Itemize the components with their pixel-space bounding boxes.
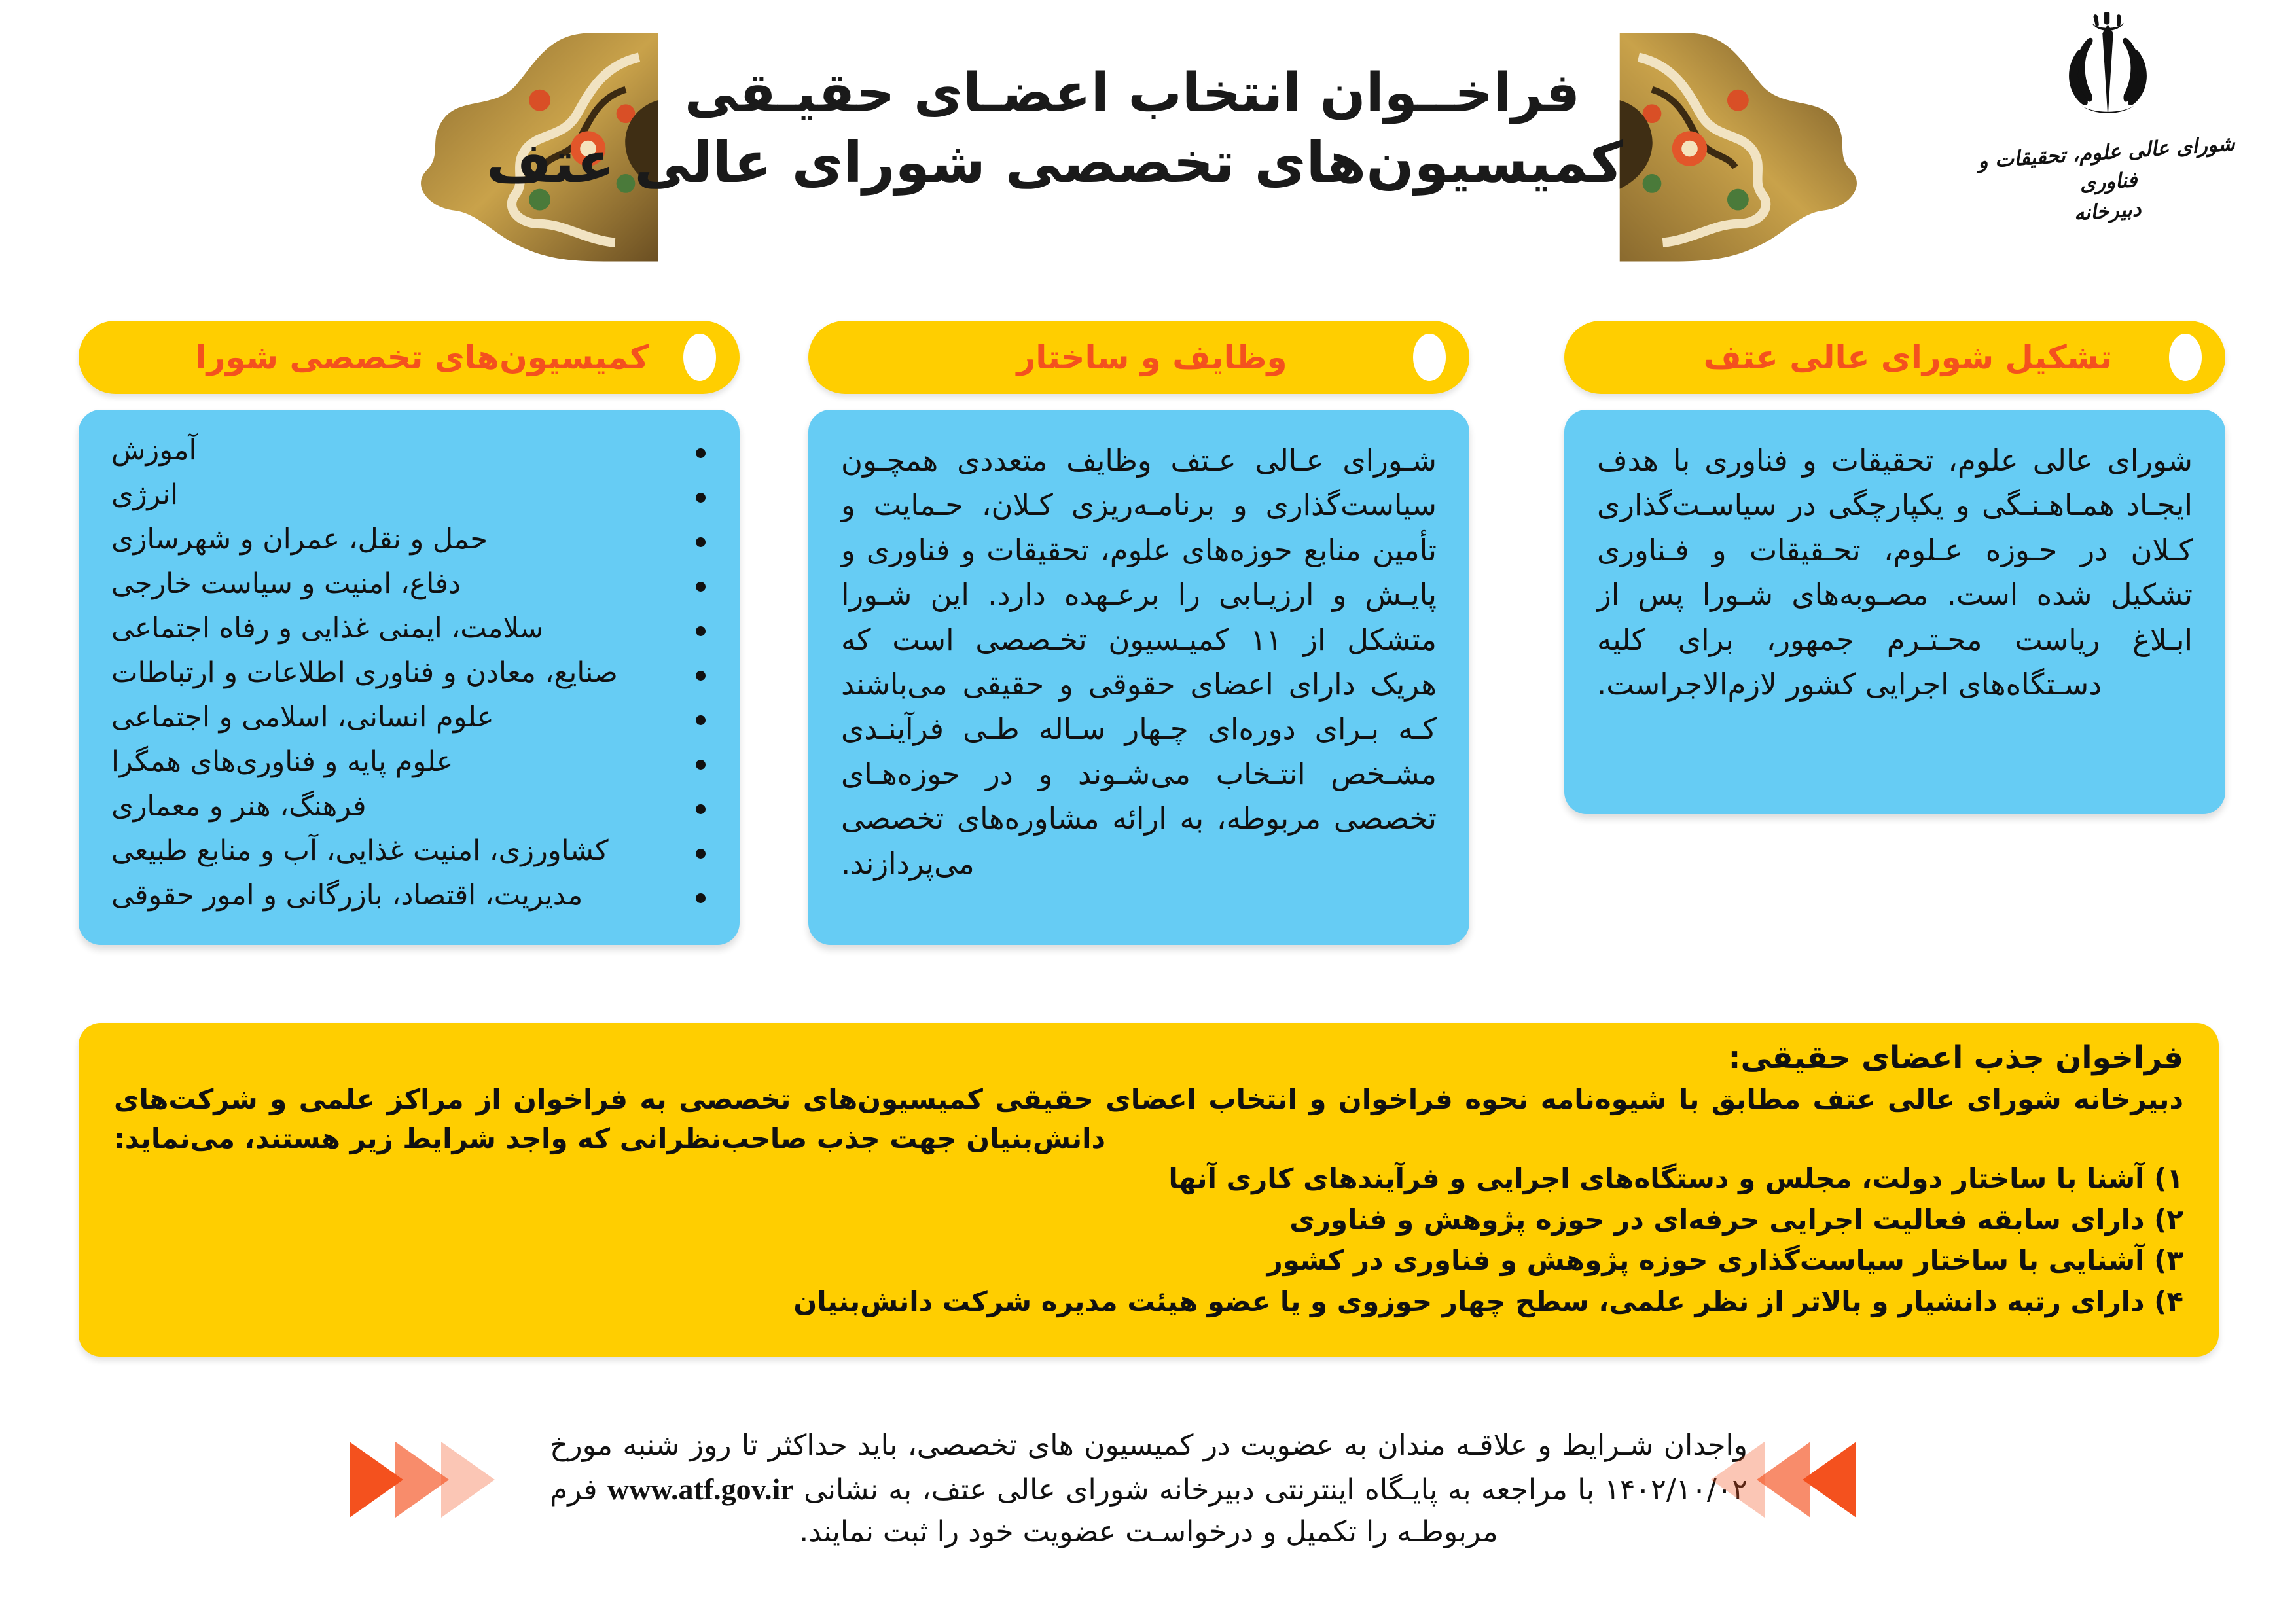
section-header-label: تشکیل شورای عالی عتف (1703, 338, 2113, 376)
triangle-icon (441, 1442, 495, 1518)
triangle-right-arrows-icon (353, 1442, 491, 1518)
page-title-line1: فراخــوان انتخاب اعضـای حقیـقی (684, 62, 1581, 124)
list-item: مدیریت، اقتصاد، بازرگانی و امور حقوقی (111, 876, 709, 916)
triangle-icon (1803, 1442, 1856, 1518)
section-header-label: کمیسیون‌های تخصصی شورا (195, 338, 649, 376)
card-body-text: شورای عالی علوم، تحقیقات و فناوری با هدف ایجـاد همـاهـنـگی و یکپارچگی در سیاسـت‌گذاری کـلان در حـوزه عـلوم، تحـقیقات و فـناوری تشکیل شده است. مصـوبه‌های شـورا پس از ابـلاغ ریاست محـتـرم جمهور، برای کلیه دسـتگاه‌های اجرایی کشور لازم‌الاجراست. (1597, 443, 2193, 702)
list-item: علوم پایه و فناوری‌های همگرا (111, 742, 709, 782)
organization-logo (1954, 12, 2261, 267)
list-item: حمل و نقل، عمران و شهرسازی (111, 520, 709, 560)
footer-text-part1: واجدان شـرایط و علاقـه مندان به عضویت در کمیسیون های تخصصی، باید حداکثر تا روز شنبه مورخ ۱۴۰۲/۱۰/۰۲ با مراجعه به پایـگاه اینترنتی دبیرخانه شورای عالی عتف، به نشانی (550, 1429, 1748, 1507)
footer-instructions (550, 1425, 1748, 1554)
column-commissions (79, 321, 740, 945)
columns-container (0, 321, 2296, 982)
organization-name-line1: شورای عالی علوم، تحقیقات و فناوری (1977, 132, 2236, 196)
list-item: علوم انسانی، اسلامی و اجتماعی (111, 698, 709, 738)
list-item: صنایع، معادن و فناوری اطلاعات و ارتباطات (111, 653, 709, 693)
list-item: ۴) دارای رتبه دانشیار و بالاتر از نظر علمی، سطح چهار حوزوی و یا عضو هیئت مدیره شرکت دانش‌بنیان (793, 1285, 2183, 1317)
column-duties-structure (808, 321, 1469, 945)
card-council-formation (1564, 410, 2225, 814)
footer-text-part2: فرم مربوطـه را تکمیل و درخواسـت عضویت خود را ثبت نمایند. (550, 1472, 1498, 1549)
triangle-icon (1711, 1442, 1765, 1518)
list-item: سلامت، ایمنی غذایی و رفاه اجتماعی (111, 609, 709, 649)
column-council-formation (1564, 321, 2225, 814)
list-item: دفاع، امنیت و سیاست خارجی (111, 564, 709, 604)
commission-list (111, 431, 709, 916)
section-header-council-formation[interactable] (1564, 321, 2225, 394)
card-duties-structure (808, 410, 1469, 945)
cta-conditions-list (114, 1159, 2183, 1321)
website-url[interactable]: www.atf.gov.ir (607, 1472, 794, 1506)
cta-lead-paragraph: دبیرخانه شورای عالی عتف مطابق با شیوه‌نامه نحوه فراخوان و انتخاب اعضای حقیقی کمیسیون‌های تخصصی به فراخوان از مراکز علمی و شرکت‌های دانش‌بنیان جهت جذب صاحب‌نظرانی که واجد شرایط زیر هستند، می‌نماید: (114, 1083, 2183, 1154)
list-item: ۲) دارای سابقه فعالیت اجرایی حرفه‌ای در حوزه پژوهش و فناوری (1289, 1203, 2183, 1236)
section-header-label: وظایف و ساختار (1016, 338, 1287, 376)
call-for-applications-box (79, 1023, 2219, 1357)
bullet-circle-icon (683, 334, 716, 381)
cta-title: فراخوان جذب اعضای حقیقی: (1728, 1040, 2183, 1076)
list-item: آموزش (111, 431, 709, 471)
persian-ornament-icon-right (1617, 20, 1892, 275)
triangle-left-arrows-icon (1715, 1442, 1852, 1518)
section-header-commissions[interactable] (79, 321, 740, 394)
section-header-duties-structure[interactable] (808, 321, 1469, 394)
card-commissions (79, 410, 740, 945)
list-item: ۱) آشنا با ساختار دولت، مجلس و دستگاه‌های اجرایی و فرآیندهای کاری آنها (1168, 1162, 2183, 1195)
list-item: انرژی (111, 475, 709, 515)
triangle-icon (1757, 1442, 1810, 1518)
iran-emblem-icon (2054, 12, 2162, 133)
bullet-circle-icon (2169, 334, 2202, 381)
list-item: کشاورزی، امنیت غذایی، آب و منابع طبیعی (111, 831, 709, 871)
list-item: ۳) آشنایی با ساختار سیاست‌گذاری حوزه پژوهش و فناوری در کشور (1266, 1244, 2183, 1277)
triangle-icon (395, 1442, 449, 1518)
poster-title (486, 62, 1623, 197)
page-title-line2: کمیسیون‌های تخصصی شورای عالی عتف (486, 130, 1623, 196)
card-body-text: شـورای عـالی عـتف وظایف متعددی همچـون سیاست‌گذاری و برنامـه‌ریزی کـلان، حـمایت و تأمین منابع حوزه‌های علوم، تحقیقات و فناوری و پایـش و ارزیـابی را برعـهده دارد. این شـورا متشکل از ۱۱ کمیـسیون تخـصصی است که هریک دارای اعضای حقوقی و حقیقی می‌باشند کـه بـرای دوره‌ای چـهار سـاله طـی فرآینـدی مشـخص انتـخاب می‌شـوند و در حوزه‌هـای تخصصی مربوطه، به ارائه مشاوره‌های تخصصی می‌پردازند. (841, 443, 1437, 881)
poster-header (0, 0, 2296, 298)
bullet-circle-icon (1413, 334, 1446, 381)
list-item: فرهنگ، هنر و معماری (111, 787, 709, 827)
organization-name-line2: دبیرخانه (2073, 197, 2142, 226)
poster-footer (0, 1410, 2296, 1620)
